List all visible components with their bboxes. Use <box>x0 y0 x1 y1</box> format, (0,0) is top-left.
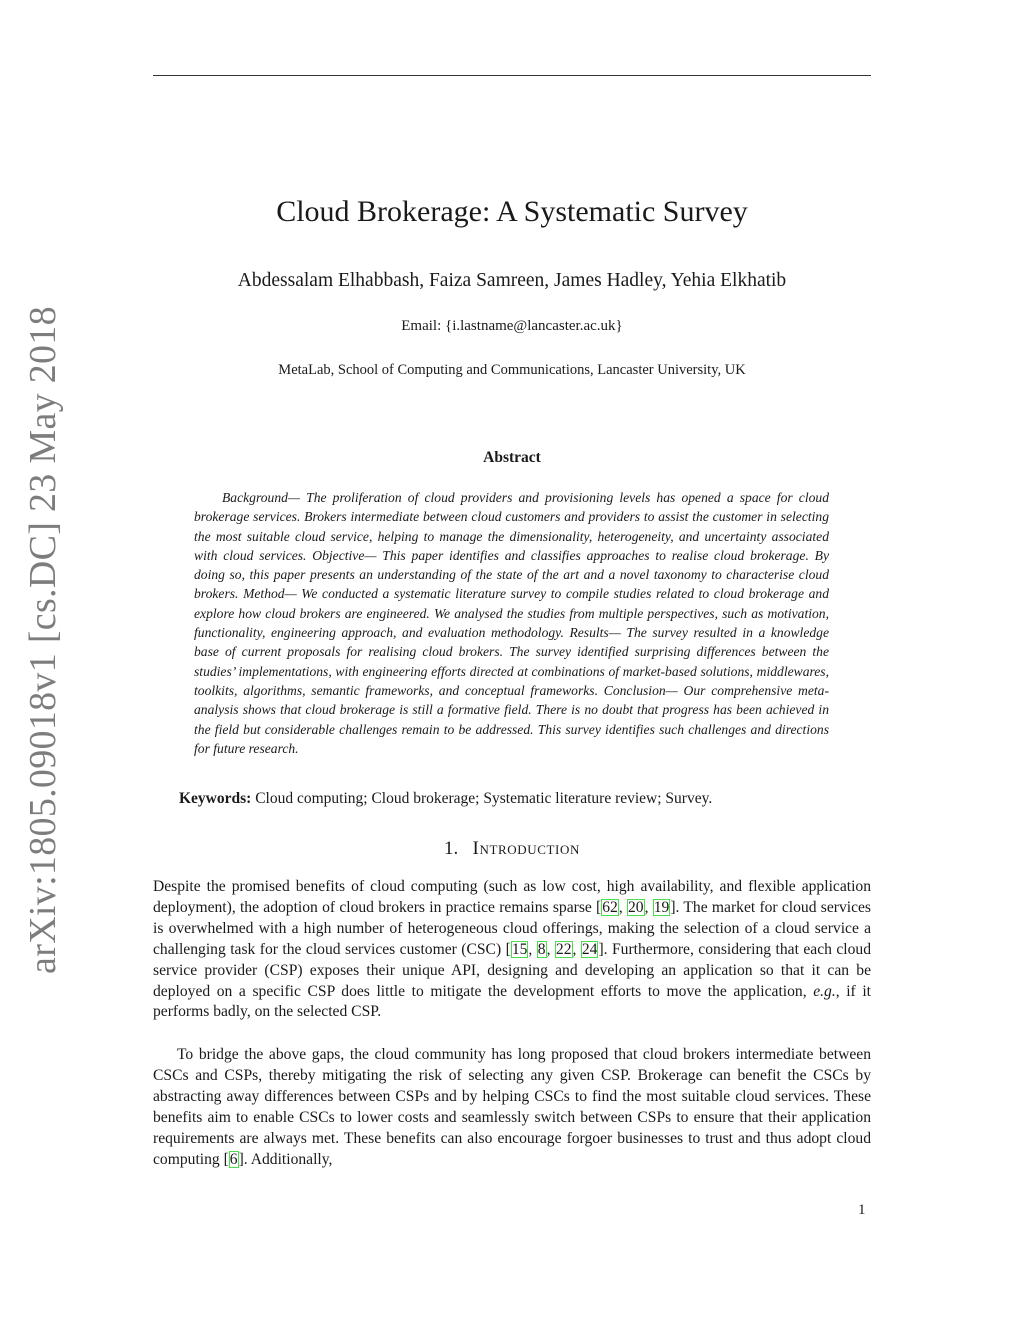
paragraph-text: ]. The market for cloud services is overwhelmed with a high number of heterogeneous cloud offerings, making the selection of a cloud service a challenging task for the cloud services customer (CSC) [ <box>153 898 872 958</box>
intro-paragraph-2 <box>153 1045 871 1170</box>
citation-link[interactable]: 19 <box>653 898 670 916</box>
citation-link[interactable]: 20 <box>628 898 644 916</box>
abstract-background: The proliferation of cloud providers and provisioning levels has opened a space for cloud brokerage services. Brokers intermediate between cloud customers and providers to assist the customer in selecting the most suitable cloud service, helping to manage the dimensionality, heterogeneity, and uncertainty associated with cloud services. <box>194 490 829 563</box>
header-rule <box>153 75 871 76</box>
emphasis-eg: e.g. <box>813 982 836 1000</box>
abstract-results-label: Results— <box>569 625 621 641</box>
abstract-objective-label: Objective— <box>312 547 377 563</box>
citation-link[interactable]: 8 <box>537 940 546 958</box>
author-list: Abdessalam Elhabbash, Faiza Samreen, James Hadley, Yehia Elkhatib <box>237 270 787 291</box>
abstract-conclusion-label: Conclusion— <box>603 682 678 698</box>
intro-paragraph-1: Despite the promised benefits of cloud computing (such as low cost, high availability, and flexible application deployment), the adoption of cloud brokers in practice remains sparse [62, 20, 19]. The market for cloud services is overwhelmed with a high number of heterogeneous cloud offerings, making the selection of a cloud service a challenging task for the cloud services customer (CSC) [15, 8, 22, 24]. Furthermore, considering that each cloud service provider (CSP) exposes their unique API, designing and developing an application so that it can be deployed on a specific CSP does little to mitigate the development efforts to move the application, e.g., if it performs badly, on the selected CSP. <box>153 878 872 1021</box>
citation-link[interactable]: 6 <box>229 1150 238 1168</box>
section-number: 1. <box>444 838 459 859</box>
section-heading <box>153 838 871 860</box>
paragraph-text: ]. Additionally, <box>238 1150 333 1168</box>
abstract-method-label: Method— <box>243 586 297 602</box>
abstract-background-label: Background— <box>222 490 301 505</box>
arxiv-identifier: arXiv:1805.09018v1 [cs.DC] 23 May 2018 <box>22 306 64 974</box>
abstract-heading: Abstract <box>483 449 541 466</box>
paragraph-text: , if it performs badly, on the selected CSP. <box>153 982 871 1021</box>
citation-link[interactable]: 62 <box>602 898 618 916</box>
author-email: Email: {i.lastname@lancaster.ac.uk} <box>401 318 623 334</box>
abstract-conclusion: Our comprehensive meta-analysis shows that cloud brokerage is still a formative field. There is no doubt that progress has been achieved in the field but considerable challenges remain to be addressed. This survey identifies such challenges and directions for future research. <box>194 682 829 756</box>
section-title: Introduction <box>472 838 580 859</box>
page-number: 1 <box>858 1202 866 1218</box>
paragraph-text: Despite the promised benefits of cloud computing (such as low cost, high availability, and flexible application deployment), the adoption of cloud brokers in practice remains sparse [ <box>153 878 871 916</box>
abstract-method: We conducted a systematic literature survey to compile studies related to cloud brokerage and explore how cloud brokers are engineered. We analysed the studies from multiple perspectives, such as motivation, functionality, engineering approach, and evaluation methodology. <box>194 586 830 641</box>
paper-title: Cloud Brokerage: A Systematic Survey <box>276 195 748 228</box>
abstract-results: The survey resulted in a knowledge base of current proposals for realising cloud brokers. The survey identified surprising differences between the studies’ implementations, with engineering efforts directed at combinations of market-based solutions, middlewares, toolkits, algorithms, semantic frameworks, and conceptual frameworks. <box>194 625 829 698</box>
citation-link[interactable]: 24 <box>581 940 598 958</box>
affiliation: MetaLab, School of Computing and Communications, Lancaster University, UK <box>278 362 746 378</box>
citation-link[interactable]: 22 <box>555 940 572 958</box>
keywords <box>179 790 712 808</box>
keywords-label: Keywords: <box>179 790 252 807</box>
paragraph-text: ]. Furthermore, considering that each cloud service provider (CSP) exposes their unique API, designing and developing an application so that it can be deployed on a specific CSP does little to mitigate the development efforts to move the application, <box>153 940 872 1000</box>
keywords-list: Cloud computing; Cloud brokerage; Systematic literature review; Survey. <box>251 790 713 807</box>
paragraph-text: To bridge the above gaps, the cloud community has long proposed that cloud brokers intermediate between CSCs and CSPs, thereby mitigating the risk of selecting any given CSP. Brokerage can benefit the CSCs by abstracting away differences between CSPs and by helping CSCs to find the most suitable cloud services. These benefits aim to enable CSCs to lower costs and seamlessly switch between CSPs to ensure that their application requirements are always met. These benefits can also encourage forgoer businesses to trust and thus adopt cloud computing [ <box>153 1046 871 1168</box>
abstract-objective: This paper identifies and classifies approaches to realise cloud brokerage. By doing so, this paper presents an understanding of the state of the art and a novel taxonomy to characterise cloud brokers. <box>194 547 829 602</box>
abstract-text <box>194 488 829 758</box>
citation-link[interactable]: 15 <box>511 940 528 958</box>
